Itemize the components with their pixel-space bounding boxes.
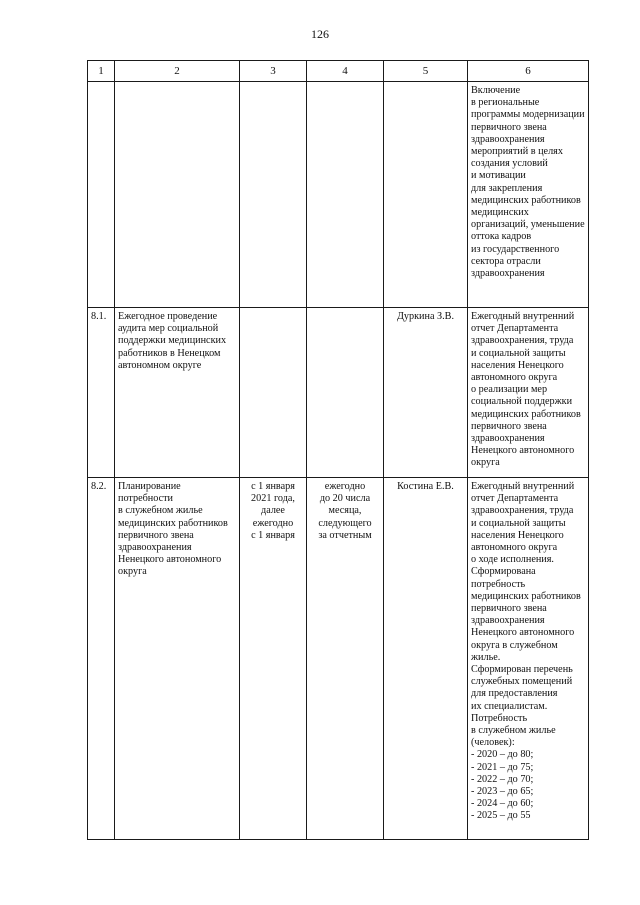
result-cell-line: округа в служебном [471,639,558,651]
column-header-4: 4 [307,61,384,82]
result-cell-line: и социальной защиты [471,347,566,359]
result-cell-line: жилье. [471,651,501,663]
result-cell-line: в региональные [471,97,540,109]
result-cell-line: программы модернизации [471,109,585,121]
table-row-8-1 [88,308,589,478]
result-cell-line: - 2020 – до 80; [471,749,534,761]
result-cell-line: медицинских работников [471,590,581,602]
result-cell-line: автономного округа [471,372,558,384]
deadline-cell [307,82,384,308]
start-date-cell [240,82,307,308]
result-cell-line: первичного звена [471,603,547,615]
measure-cell [115,308,240,478]
result-cell-line: здравоохранения, труда [471,335,574,347]
measures-table [87,60,589,840]
result-cell-line: Ненецкого автономного [471,445,575,457]
result-cell-line: Сформирована [471,566,536,578]
measure-cell-line: потребности [118,493,174,505]
row-number-cell: 8.1. [88,308,115,478]
result-cell-line: здравоохранения [471,615,545,627]
measure-cell-line: округа [118,566,147,578]
table-row-continuation [88,82,589,308]
measure-cell [115,478,240,840]
measure-cell-line: первичного звена [118,529,194,541]
deadline-cell-line: до 20 числа [319,493,371,505]
result-cell-line: Потребность [471,712,528,724]
row-number-cell: 8.2. [88,478,115,840]
table-header-row [88,61,589,82]
result-cell-line: здравоохранения, труда [471,505,574,517]
result-cell [468,82,589,308]
result-cell-line: медицинских [471,207,529,219]
measure-cell-line: Ежегодное проведение [118,311,218,322]
result-cell-line: здравоохранения [471,433,545,445]
result-cell-line: населения Ненецкого [471,529,564,541]
measure-cell-line: здравоохранения [118,542,192,554]
column-header-5: 5 [384,61,468,82]
column-header-2: 2 [115,61,240,82]
result-cell-line: Включение [471,85,521,96]
result-cell-line: социальной поддержки [471,396,573,408]
measure-cell-line: Ненецкого автономного [118,554,222,566]
result-cell-line: - 2022 – до 70; [471,773,534,785]
result-cell-line: - 2021 – до 75; [471,761,534,773]
result-cell-line: о реализации мер [471,384,548,396]
result-cell-line: из государственного [471,243,560,255]
result-cell-line: и социальной защиты [471,517,566,529]
result-cell-line: здравоохранения [471,133,545,145]
result-cell-line: для предоставления [471,688,558,700]
result-cell-line: отчет Департамента [471,493,559,505]
result-cell-line: организаций, уменьшение [471,219,585,231]
deadline-cell-line: месяца, [328,505,362,517]
measure-cell [115,82,240,308]
result-cell-line: первичного звена [471,420,547,432]
result-cell-line: мероприятий в целях [471,146,563,158]
measure-cell-line: автономном округе [118,359,202,371]
measure-cell-line: аудита мер социальной [118,323,219,335]
deadline-cell [307,308,384,478]
result-cell [468,478,589,840]
table-row-8-2 [88,478,589,840]
result-cell-line: - 2023 – до 65; [471,786,534,798]
deadline-cell-line: следующего [318,517,372,529]
result-cell-line: медицинских работников [471,194,581,206]
start-date-cell-line: с 1 января [251,481,295,492]
row-number-cell [88,82,115,308]
measure-cell-line: поддержки медицинских [118,335,227,347]
result-cell-line: (человек): [471,737,515,749]
result-cell-line: сектора отрасли [471,255,541,267]
result-cell-line: в служебном жилье [471,725,556,737]
measure-cell-line: медицинских работников [118,517,228,529]
deadline-cell-line: ежегодно [324,481,366,492]
responsible-cell: Костина Е.В. [384,478,468,840]
measure-cell-line: в служебном жилье [118,505,203,517]
start-date-cell [240,308,307,478]
result-cell-line: первичного звена [471,121,547,133]
result-cell-line: медицинских работников [471,408,581,420]
result-cell-line: их специалистам. [471,700,548,712]
result-cell-line: Сформирован перечень [471,664,573,676]
page-number: 126 [311,27,329,41]
result-cell [468,308,589,478]
result-cell-line: здравоохранения [471,268,545,280]
deadline-cell-line: за отчетным [318,529,372,541]
result-cell-line: отчет Департамента [471,323,559,335]
result-cell-line: Ежегодный внутренний [471,311,575,322]
start-date-cell-line: с 1 января [251,529,295,541]
column-header-3: 3 [240,61,307,82]
start-date-cell-line: ежегодно [252,517,294,529]
result-cell-line: для закрепления [471,182,543,194]
result-cell-line: - 2024 – до 60; [471,798,534,810]
result-cell-line: Ежегодный внутренний [471,481,575,492]
result-cell-line: населения Ненецкого [471,359,564,371]
result-cell-line: Ненецкого автономного [471,627,575,639]
result-cell-line: потребность [471,578,526,590]
result-cell-line: автономного округа [471,542,558,554]
responsible-cell [384,82,468,308]
result-cell-line: оттока кадров [471,231,532,243]
result-cell-line: служебных помещений [471,676,573,688]
column-header-6: 6 [468,61,589,82]
result-cell-line: округа [471,457,500,469]
start-date-cell-line: далее [261,505,285,517]
measure-cell-line: работников в Ненецком [118,347,221,359]
result-cell-line: о ходе исполнения. [471,554,554,566]
column-header-1: 1 [88,61,115,82]
result-cell-line: создания условий [471,158,548,170]
start-date-cell-line: 2021 года, [251,493,295,505]
deadline-cell [307,478,384,840]
measure-cell-line: Планирование [118,481,181,492]
responsible-cell: Дуркина З.В. [384,308,468,478]
result-cell-line: - 2025 – до 55 [471,810,531,822]
start-date-cell [240,478,307,840]
result-cell-line: и мотивации [471,170,526,182]
